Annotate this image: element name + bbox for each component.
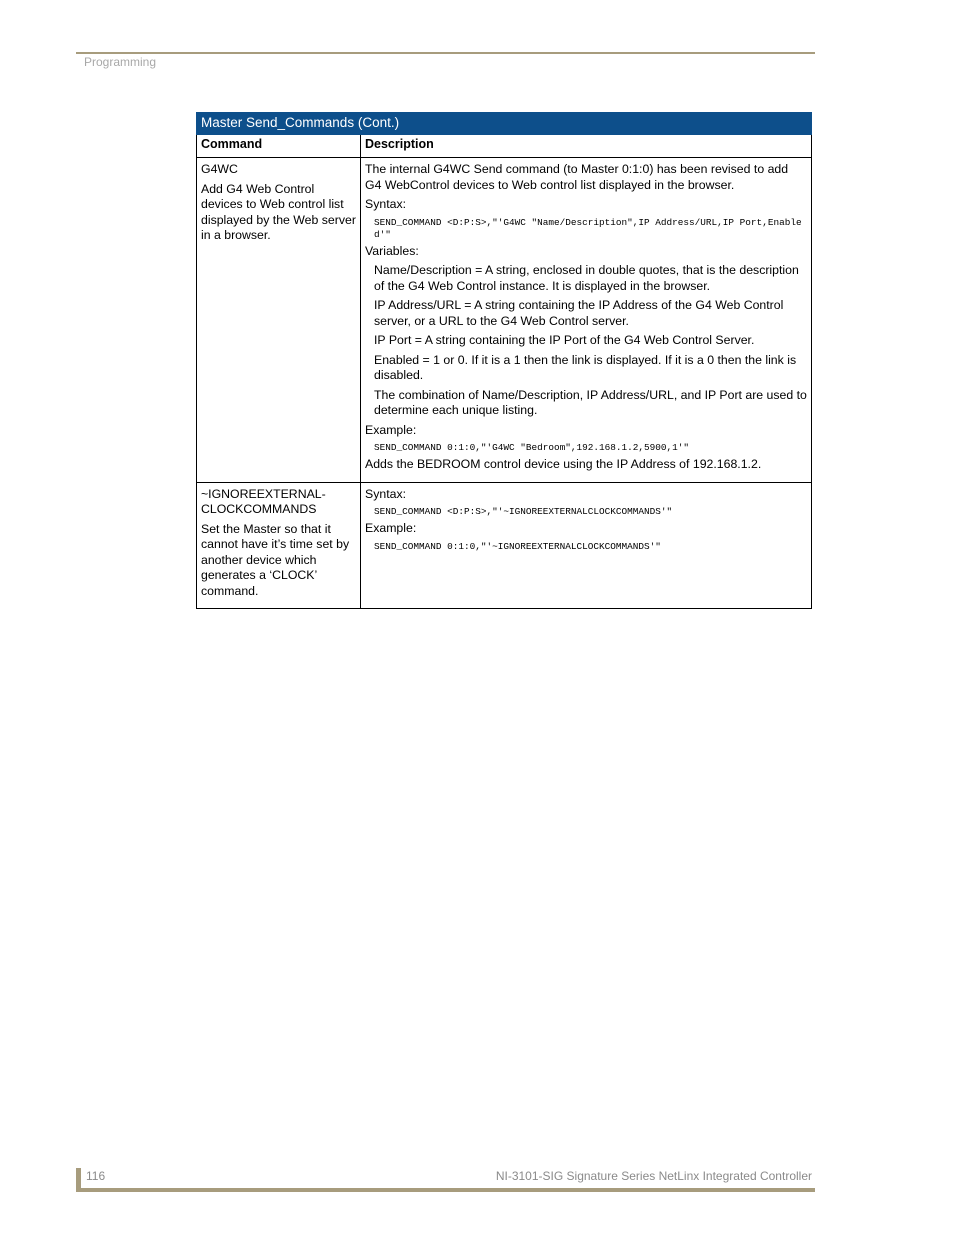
description-cell <box>361 158 812 483</box>
command-summary: Add G4 Web Control devices to Web control list displayed by the Web server in a browser. <box>201 181 356 242</box>
syntax-code: SEND_COMMAND <D:P:S>,"'G4WC "Name/Description",IP Address/URL,IP Port,Enabled'" <box>374 216 802 240</box>
variable-item: IP Port = A string containing the IP Port of the G4 Web Control Server. <box>374 333 755 347</box>
page-number: 116 <box>86 1169 106 1183</box>
command-summary: Set the Master so that it cannot have it’s time set by another device which generates a ‘CLOCK’ command. <box>201 521 350 598</box>
table-title: Master Send_Commands (Cont.) <box>197 113 812 135</box>
example-note: Adds the BEDROOM control device using the IP Address of 192.168.1.2. <box>365 457 762 471</box>
send-commands-table <box>196 112 812 609</box>
header-rule <box>76 52 815 54</box>
variable-item: Enabled = 1 or 0. If it is a 1 then the link is displayed. If it is a 0 then the link is disabled. <box>374 352 797 382</box>
command-name: G4WC <box>201 162 238 176</box>
command-name: ~IGNOREEXTERNAL-CLOCKCOMMANDS <box>201 486 326 516</box>
command-cell <box>197 482 361 609</box>
table-row <box>197 482 812 609</box>
description-cell <box>361 482 812 609</box>
column-header-command: Command <box>197 134 361 158</box>
column-header-description: Description <box>361 134 812 158</box>
section-label: Programming <box>84 55 157 69</box>
description-intro: The internal G4WC Send command (to Master 0:1:0) has been revised to add G4 WebControl devices to Web control list displayed in the browser. <box>365 162 789 192</box>
table-header-row <box>197 134 812 158</box>
example-label: Example: <box>365 521 417 535</box>
table-title-row <box>197 113 812 135</box>
command-cell <box>197 158 361 483</box>
footer-rule <box>76 1188 815 1192</box>
example-code: SEND_COMMAND 0:1:0,"'G4WC "Bedroom",192.168.1.2,5900,1'" <box>374 442 690 453</box>
table-row <box>197 158 812 483</box>
document-title: NI-3101-SIG Signature Series NetLinx Integrated Controller <box>495 1169 812 1183</box>
syntax-label: Syntax: <box>365 197 407 211</box>
variable-item: The combination of Name/Description, IP Address/URL, and IP Port are used to determine each unique listing. <box>374 387 807 417</box>
syntax-label: Syntax: <box>365 486 407 501</box>
example-label: Example: <box>365 422 417 437</box>
example-code: SEND_COMMAND 0:1:0,"'~IGNOREEXTERNALCLOCKCOMMANDS'" <box>374 540 661 552</box>
variable-item: Name/Description = A string, enclosed in double quotes, that is the description of the G4 Web Control instance. It is displayed in the browser. <box>374 263 799 293</box>
variables-label: Variables: <box>365 243 419 258</box>
variable-item: IP Address/URL = A string containing the IP Address of the G4 Web Control server, or a URL to the G4 Web Control server. <box>374 298 784 328</box>
syntax-code: SEND_COMMAND <D:P:S>,"'~IGNOREEXTERNALCLOCKCOMMANDS'" <box>374 506 673 517</box>
